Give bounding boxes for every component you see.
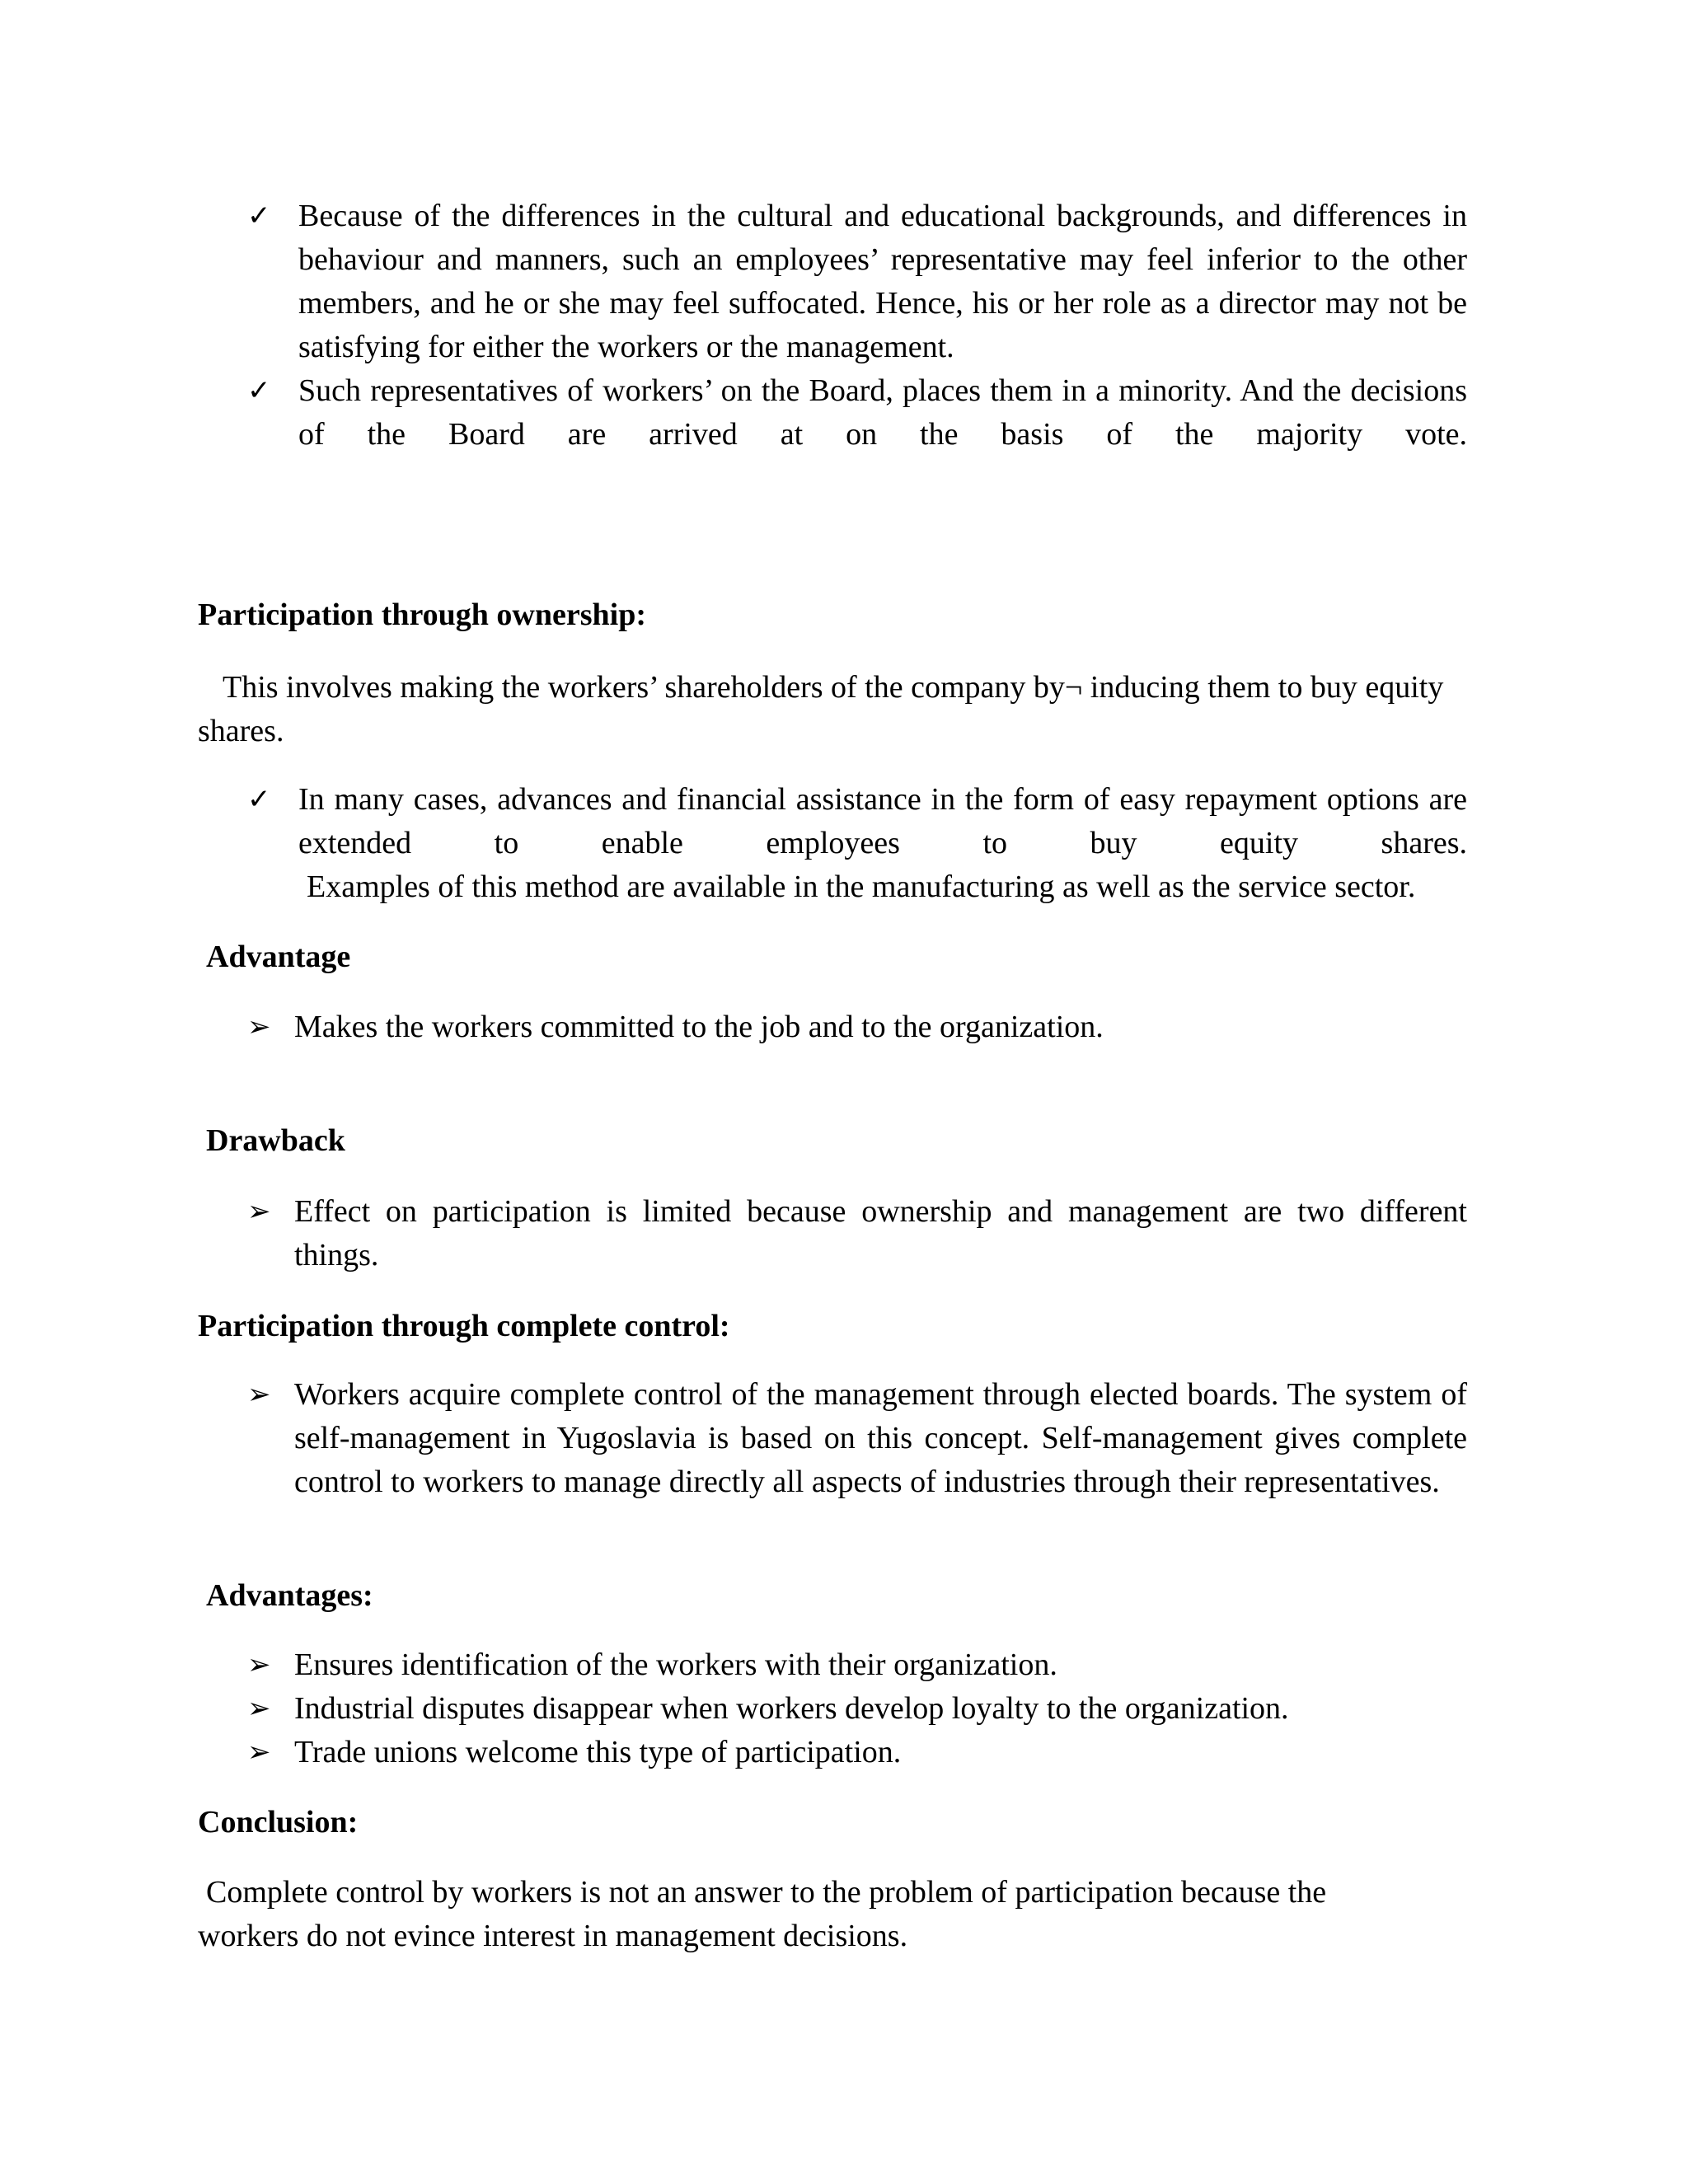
- conclusion-heading: Conclusion:: [198, 1805, 359, 1840]
- advantages-list: [247, 1643, 1467, 1774]
- advantage-list: [247, 1005, 1467, 1049]
- check-icon: ✓: [247, 199, 271, 232]
- bullet-text: Industrial disputes disappear when workers develop loyalty to the organization.: [294, 1691, 1289, 1726]
- bullet-text: In many cases, advances and financial assistance in the form of easy repayment options are extended to enable employees to buy equity shares.: [298, 782, 1467, 860]
- drawback-heading: Drawback: [206, 1123, 345, 1158]
- list-item: [247, 1373, 1467, 1504]
- control-list: [247, 1373, 1467, 1504]
- arrow-bullet-icon: ➢: [247, 1378, 271, 1411]
- section-heading-ownership: Participation through ownership:: [198, 598, 647, 632]
- ownership-intro: This involves making the workers’ shareholders of the company by¬ inducing them to buy equity shares.: [198, 670, 1444, 748]
- arrow-bullet-icon: ➢: [247, 1736, 271, 1769]
- advantage-heading: Advantage: [206, 940, 351, 974]
- bullet-text: Makes the workers committed to the job and to the organization.: [294, 1010, 1104, 1044]
- bullet-text: Workers acquire complete control of the management through elected boards. The system of self-management in Yugoslavia is based on this concept. Self-management gives complete control to workers to manage directly all aspects of industries through their representatives.: [294, 1377, 1467, 1499]
- section-heading-control: Participation through complete control:: [198, 1309, 730, 1343]
- arrow-bullet-icon: ➢: [247, 1692, 271, 1725]
- bullet-text-continued: Examples of this method are available in the manufacturing as well as the service sector.: [307, 869, 1416, 904]
- bullet-text: Trade unions welcome this type of participation.: [294, 1735, 902, 1769]
- list-item: [247, 1643, 1467, 1687]
- conclusion-text: Complete control by workers is not an answer to the problem of participation because the workers do not evince interest in management decisions.: [198, 1875, 1327, 1953]
- arrow-bullet-icon: ➢: [247, 1195, 271, 1228]
- list-item: [247, 194, 1467, 369]
- advantages-heading: Advantages:: [206, 1578, 373, 1613]
- check-icon: ✓: [247, 374, 271, 407]
- bullet-text: Effect on participation is limited because ownership and management are two different things.: [294, 1194, 1467, 1272]
- arrow-bullet-icon: ➢: [247, 1648, 271, 1681]
- drawback-list: [247, 1190, 1467, 1277]
- bullet-text: Ensures identification of the workers with their organization.: [294, 1647, 1057, 1682]
- bullet-text: Because of the differences in the cultural and educational backgrounds, and differences in behaviour and manners, such an employees’ representative may feel inferior to the other members, and he or she may feel suffocated. Hence, his or her role as a director may not be satisfying for either the workers or the management.: [298, 199, 1467, 364]
- bullet-text: Such representatives of workers’ on the Board, places them in a minority. And the decisions of the Board are arrived at on the basis of the majority vote.: [298, 373, 1467, 452]
- list-item: [247, 778, 1467, 909]
- list-item: [247, 1687, 1467, 1731]
- list-item: [247, 1731, 1467, 1774]
- ownership-bullet-list: [247, 778, 1467, 909]
- check-icon: ✓: [247, 783, 271, 816]
- list-item: [247, 1005, 1467, 1049]
- list-item: [247, 1190, 1467, 1277]
- list-item: [247, 369, 1467, 457]
- arrow-bullet-icon: ➢: [247, 1010, 271, 1043]
- top-bullet-list: [247, 194, 1467, 457]
